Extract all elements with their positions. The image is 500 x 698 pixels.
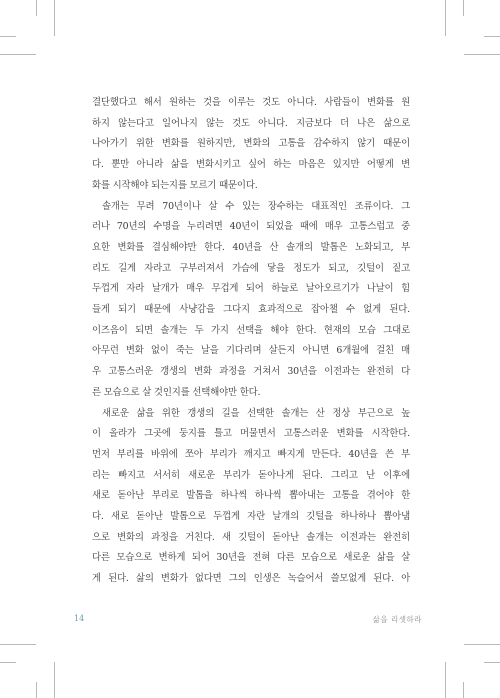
crop-mark-bottom-right-vertical-inner [445, 662, 446, 698]
crop-mark-top-right-horizontal-inner [464, 54, 500, 55]
text-line: 른 모습으로 살 것인지를 선택해야만 한다. [92, 386, 261, 398]
text-line: 으로 변화의 과정을 거친다. 새 깃털이 돋아난 솔개는 이전과는 완전히 [92, 531, 410, 543]
page-number: 14 [74, 614, 85, 623]
text-line: 게 된다. 삶의 변화가 없다면 그의 인생은 녹슬어서 쓸모없게 된다. 아 [92, 573, 410, 585]
crop-mark-bottom-left-horizontal [0, 662, 16, 663]
paragraph-3 [92, 404, 410, 590]
paragraph-2 [92, 197, 410, 404]
crop-mark-bottom-right-horizontal [484, 662, 500, 663]
crop-mark-bottom-right-horizontal-inner [464, 644, 500, 645]
crop-mark-bottom-left-horizontal-inner [0, 644, 36, 645]
text-line: 먼저 부리를 바위에 쪼아 부리가 깨지고 빠지게 만든다. 40년을 쓴 부 [92, 448, 410, 460]
text-line: 나아가기 위한 변화를 원하지만, 변화의 고통을 감수하지 않기 때문이 [92, 138, 410, 150]
text-line: 리도 길게 자라고 구부러져서 가슴에 닿을 정도가 되고, 깃털이 짙고 [92, 262, 410, 274]
text-line: 들게 되기 때문에 사냥감을 그다지 효과적으로 잡아챌 수 없게 된다. [92, 304, 410, 316]
crop-mark-top-right-vertical [463, 0, 464, 16]
text-line: 하지 않는다고 일어나지 않는 것도 아니다. 지금보다 더 나은 삶으로 [92, 117, 410, 129]
body-text [92, 93, 410, 590]
running-footer-title: 삶을 리셋하라 [372, 615, 422, 624]
text-line: 아무런 변화 없이 죽는 날을 기다리며 살든지 아니면 6개월에 걸친 매 [92, 345, 410, 357]
crop-mark-top-left-vertical [36, 0, 37, 16]
text-line: 새로 돋아난 부리로 발톱을 하나씩 하나씩 뽑아내는 고통을 겪어야 한 [92, 490, 410, 502]
text-line: 우 고통스러운 갱생의 변화 과정을 거쳐서 30년을 이전과는 완전히 다 [92, 366, 410, 378]
text-line: 다. 새로 돋아난 발톱으로 두껍게 자란 날개의 깃털을 하나하나 뽑아냄 [92, 511, 410, 523]
text-line: 다. 뿐만 아니라 삶을 변화시키고 싶어 하는 마음은 있지만 어떻게 변 [92, 159, 410, 171]
text-line: 이즈음이 되면 솔개는 두 가지 선택을 해야 한다. 현재의 모습 그대로 [92, 324, 410, 336]
text-line: 러나 70년의 수명을 누리려면 40년이 되었을 때에 매우 고통스럽고 중 [92, 221, 410, 233]
paragraph-1 [92, 93, 410, 197]
crop-mark-top-left-vertical-inner [54, 0, 55, 36]
text-line: 리는 빠지고 서서히 새로운 부리가 돋아나게 된다. 그리고 난 이후에 [92, 469, 410, 481]
text-line: 요한 변화를 결심해야만 한다. 40년을 산 솔개의 발톱은 노화되고, 부 [92, 241, 410, 253]
crop-mark-top-left-horizontal [0, 36, 16, 37]
text-line: 새로운 삶을 위한 갱생의 길을 선택한 솔개는 산 정상 부근으로 높 [102, 407, 410, 419]
crop-mark-bottom-left-vertical-inner [54, 662, 55, 698]
crop-mark-top-left-horizontal-inner [0, 54, 36, 55]
crop-mark-top-right-horizontal [484, 36, 500, 37]
text-line: 이 올라가 그곳에 둥지를 틀고 머물면서 고통스러운 변화를 시작한다. [92, 428, 410, 440]
crop-mark-bottom-right-vertical [463, 682, 464, 698]
crop-mark-bottom-left-vertical [36, 682, 37, 698]
crop-mark-top-right-vertical-inner [445, 0, 446, 36]
text-line: 화를 시작해야 되는지를 모르기 때문이다. [92, 179, 258, 191]
text-line: 다른 모습으로 변하게 되어 30년을 전혀 다른 모습으로 새로운 삶을 살 [92, 552, 410, 564]
text-line: 솔개는 무려 70년이나 살 수 있는 장수하는 대표적인 조류이다. 그 [102, 200, 410, 212]
text-line: 두껍게 자라 날개가 매우 무겁게 되어 하늘로 날아오르기가 나날이 힘 [92, 283, 410, 295]
text-line: 결단했다고 해서 원하는 것을 이루는 것도 아니다. 사람들이 변화를 원 [92, 97, 410, 108]
